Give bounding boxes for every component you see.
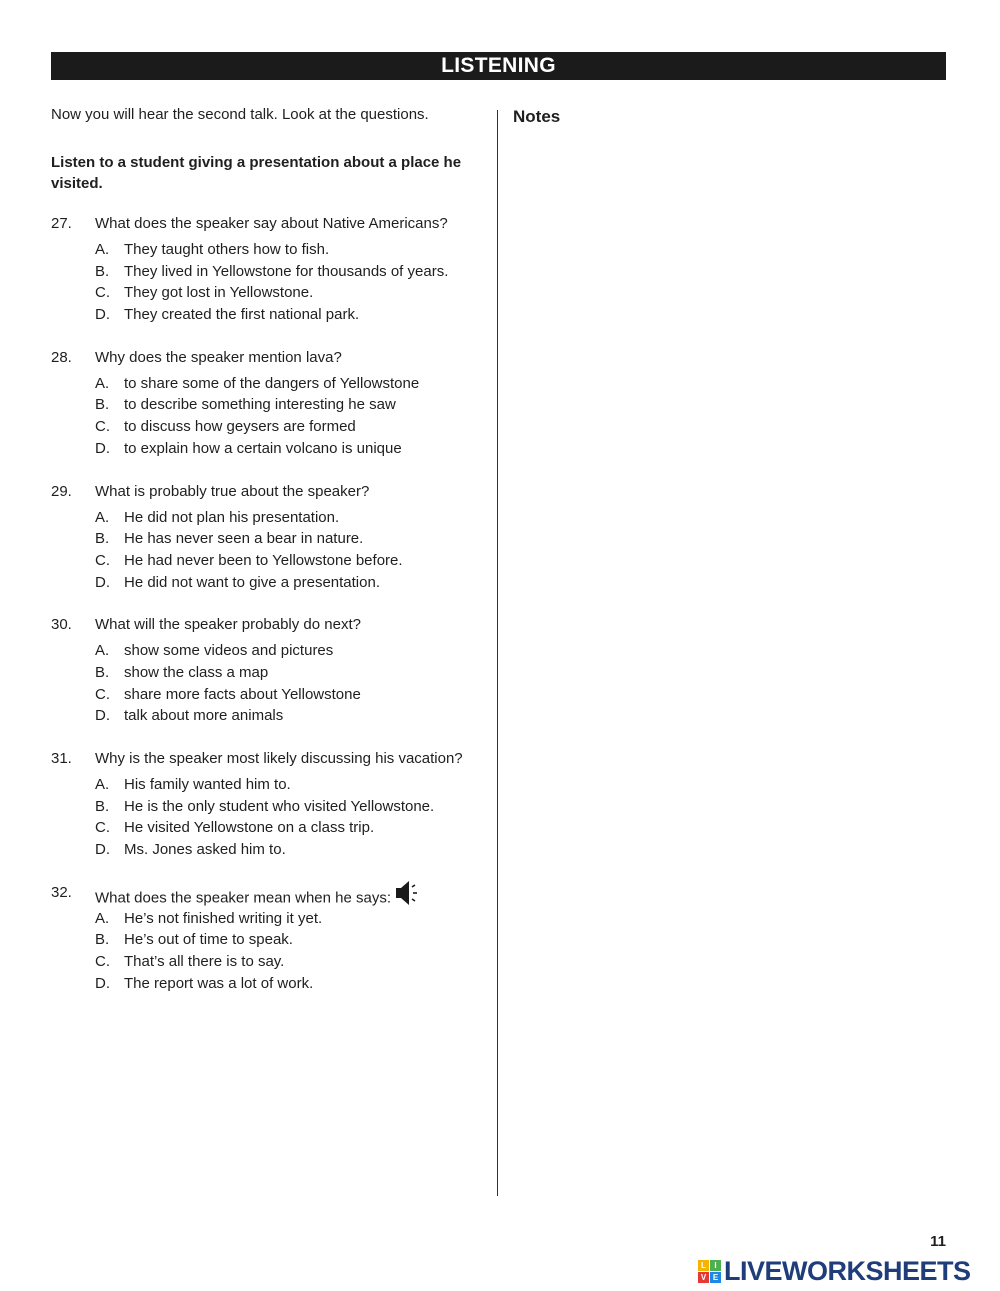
option-31-a[interactable] (51, 774, 491, 796)
option-letter: A. (95, 374, 110, 392)
option-27-a[interactable] (51, 239, 491, 261)
option-30-a[interactable] (51, 640, 491, 662)
page-number: 11 (930, 1233, 946, 1250)
option-letter: C. (95, 953, 110, 971)
option-letter: B. (95, 396, 110, 414)
question-number: 27. (51, 215, 72, 232)
option-text: They created the first national park. (124, 306, 360, 324)
option-letter: B. (95, 931, 110, 949)
option-letter: D. (95, 439, 110, 457)
logo-tile: I (710, 1260, 721, 1271)
notes-label: Notes (513, 107, 561, 126)
option-letter: B. (95, 797, 110, 815)
option-text: That’s all there is to say. (124, 953, 285, 971)
option-31-b[interactable] (51, 796, 491, 818)
option-text: He’s out of time to speak. (124, 931, 293, 949)
question-number: 31. (51, 750, 72, 767)
option-text: His family wanted him to. (124, 776, 291, 793)
option-32-c[interactable] (51, 951, 491, 973)
option-list (51, 774, 491, 861)
option-text: Ms. Jones asked him to. (124, 841, 286, 859)
option-27-d[interactable] (51, 304, 491, 326)
option-text: talk about more animals (124, 707, 284, 725)
option-letter: A. (95, 776, 110, 793)
option-text: They lived in Yellowstone for thousands of years. (124, 262, 449, 280)
option-letter: C. (95, 551, 110, 569)
option-text: to share some of the dangers of Yellowstone (124, 374, 420, 392)
option-text: The report was a lot of work. (124, 974, 314, 992)
option-letter: A. (95, 909, 110, 927)
option-text: He did not plan his presentation. (124, 508, 340, 526)
option-list (51, 507, 491, 594)
logo-tile: E (710, 1272, 721, 1283)
option-29-b[interactable] (51, 528, 491, 550)
option-28-a[interactable] (51, 373, 491, 395)
option-29-a[interactable] (51, 507, 491, 529)
question-28 (51, 347, 491, 460)
option-letter: C. (95, 418, 110, 436)
option-28-d[interactable] (51, 438, 491, 460)
intro-text: Now you will hear the second talk. Look at the questions. (51, 106, 429, 123)
option-29-d[interactable] (51, 572, 491, 594)
question-text-label: What does the speaker mean when he says: (95, 889, 392, 907)
question-text: What does the speaker say about Native Americans? (95, 215, 448, 232)
option-27-b[interactable] (51, 261, 491, 283)
option-32-d[interactable] (51, 973, 491, 995)
question-text: What is probably true about the speaker? (95, 482, 370, 500)
liveworksheets-logo (698, 1256, 971, 1286)
questions-column (51, 105, 491, 995)
option-letter: A. (95, 642, 110, 660)
instruction-text: Listen to a student giving a presentation about a place he visited. (51, 154, 462, 192)
question-29 (51, 481, 491, 594)
option-list (51, 640, 491, 727)
option-text: show the class a map (124, 663, 269, 681)
option-text: He has never seen a bear in nature. (124, 530, 364, 548)
question-text: What will the speaker probably do next? (95, 616, 361, 634)
option-32-b[interactable] (51, 929, 491, 951)
option-letter: C. (95, 685, 110, 703)
column-divider (497, 110, 498, 1196)
logo-text: LIVEWORKSHEETS (724, 1256, 971, 1286)
question-text: Why does the speaker mention lava? (95, 348, 342, 366)
option-text: to explain how a certain volcano is unique (124, 439, 402, 457)
logo-tile: V (698, 1272, 709, 1283)
question-number: 28. (51, 348, 72, 366)
option-32-a[interactable] (51, 908, 491, 930)
question-27 (51, 213, 491, 326)
option-28-b[interactable] (51, 394, 491, 416)
question-31 (51, 748, 491, 861)
option-letter: A. (95, 508, 110, 526)
option-text: They got lost in Yellowstone. (124, 284, 314, 302)
option-30-b[interactable] (51, 662, 491, 684)
option-letter: B. (95, 663, 110, 681)
question-30 (51, 614, 491, 727)
option-list (51, 373, 491, 460)
question-number: 30. (51, 616, 72, 634)
option-list (51, 239, 491, 326)
logo-tiles (698, 1260, 721, 1283)
option-text: show some videos and pictures (124, 642, 334, 660)
question-number: 32. (51, 883, 72, 901)
option-letter: D. (95, 306, 110, 324)
option-text: He had never been to Yellowstone before. (124, 551, 403, 569)
option-letter: D. (95, 573, 110, 591)
option-text: He’s not finished writing it yet. (124, 909, 323, 927)
option-text: He is the only student who visited Yellowstone. (124, 797, 435, 815)
option-text: He did not want to give a presentation. (124, 573, 380, 591)
option-letter: D. (95, 707, 110, 725)
option-letter: A. (95, 241, 110, 258)
option-letter: D. (95, 974, 110, 992)
option-letter: B. (95, 530, 110, 548)
option-text: share more facts about Yellowstone (124, 685, 361, 703)
option-31-d[interactable] (51, 839, 491, 861)
option-letter: C. (95, 819, 110, 837)
option-29-c[interactable] (51, 550, 491, 572)
option-text: to describe something interesting he saw (124, 396, 396, 414)
option-30-c[interactable] (51, 684, 491, 706)
option-text: to discuss how geysers are formed (124, 418, 356, 436)
option-text: He visited Yellowstone on a class trip. (124, 819, 375, 837)
option-letter: B. (95, 262, 110, 280)
section-header: LISTENING (51, 52, 946, 80)
option-letter: C. (95, 284, 110, 302)
logo-tile: L (698, 1260, 709, 1271)
question-32 (51, 882, 491, 995)
option-31-c[interactable] (51, 817, 491, 839)
option-27-c[interactable] (51, 282, 491, 304)
option-letter: D. (95, 841, 110, 859)
option-text: They taught others how to fish. (124, 241, 330, 258)
question-number: 29. (51, 482, 72, 500)
option-28-c[interactable] (51, 416, 491, 438)
option-30-d[interactable] (51, 705, 491, 727)
option-list (51, 908, 491, 995)
question-text: Why is the speaker most likely discussing his vacation? (95, 750, 463, 767)
